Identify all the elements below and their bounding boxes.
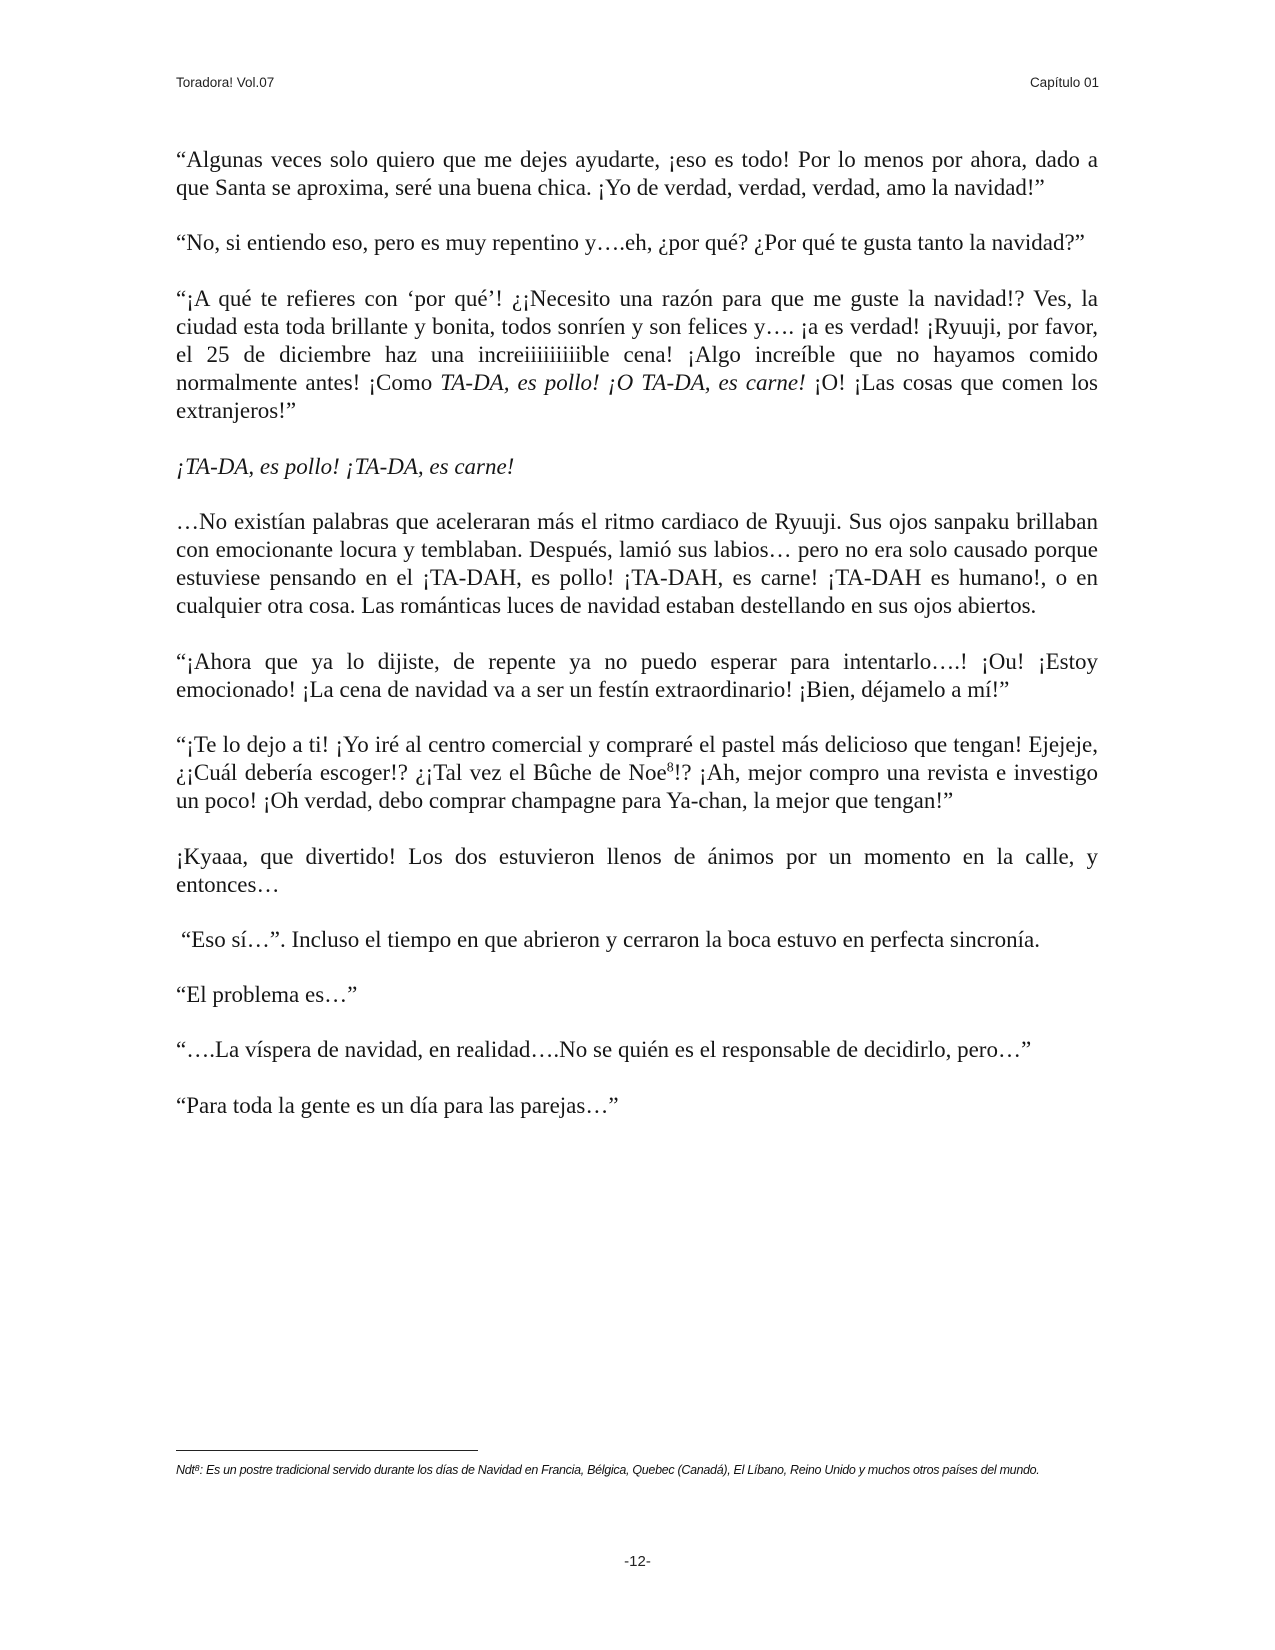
paragraph-11: “….La víspera de navidad, en realidad….No se quién es el responsable de decidirlo, pero…” — [176, 1037, 1032, 1063]
footnote: Ndt⁸: Es un postre tradicional servido durante los días de Navidad en Francia, Bélgica, Quebec (Canadá), El Líbano, Reino Unido y muchos otros países del mundo. — [176, 1463, 1040, 1477]
paragraph-3-italic: TA-DA, es pollo! ¡O TA-DA, es carne! — [440, 370, 806, 396]
footnote-reference: 8 — [666, 760, 674, 776]
paragraph-7-part-b: !? ¡Ah, mejor compro una revista e investigo un poco! ¡Oh verdad, debo comprar champagne para Ya-chan, la mejor que tengan!” — [176, 760, 1098, 814]
body-text — [176, 146, 1098, 1147]
page-number: -12- — [624, 1553, 651, 1570]
paragraph-3-part-a: “¡A qué te refieres con ‘por qué’! ¿¡Necesito una razón para que me guste la navidad!? Ves, la ciudad esta toda brillante y bonita, todos sonríen y son felices y…. ¡a es verdad! ¡Ryuuji, por favor, el 25 de diciembre haz una increiiiiiiiiible cena! ¡Algo increíble que no hayamos comido normalmente antes! ¡Como — [176, 285, 1098, 396]
footnote-separator — [176, 1450, 478, 1451]
paragraph-12: “Para toda la gente es un día para las parejas…” — [176, 1092, 619, 1118]
paragraph-6: “¡Ahora que ya lo dijiste, de repente ya no puedo esperar para intentarlo….! ¡Ou! ¡Estoy emocionado! ¡La cena de navidad va a ser un festín extraordinario! ¡Bien, déjamelo a mí!” — [176, 648, 1098, 702]
paragraph-7 — [176, 731, 1098, 816]
header-book-title: Toradora! Vol.07 — [176, 75, 275, 90]
header-chapter: Capítulo 01 — [1029, 75, 1099, 90]
paragraph-1: “Algunas veces solo quiero que me dejes ayudarte, ¡eso es todo! Por lo menos por ahora, dado a que Santa se aproxima, seré una buena chica. ¡Yo de verdad, verdad, verdad, amo la navidad!” — [176, 147, 1098, 201]
paragraph-9: “Eso sí…”. Incluso el tiempo en que abrieron y cerraron la boca estuvo en perfecta sincronía. — [181, 927, 1040, 953]
paragraph-3-part-c: ¡O! ¡Las cosas que comen los extranjeros!” — [176, 370, 1098, 424]
paragraph-4-italic — [176, 453, 1098, 481]
paragraph-3 — [176, 285, 1098, 426]
paragraph-10: “El problema es…” — [176, 982, 358, 1008]
paragraph-2: “No, si entiendo eso, pero es muy repentino y….eh, ¿por qué? ¿Por qué te gusta tanto la navidad?” — [176, 230, 1085, 256]
paragraph-5: …No existían palabras que aceleraran más el ritmo cardiaco de Ryuuji. Sus ojos sanpaku brillaban con emocionante locura y temblaban. Después, lamió sus labios… pero no era solo causado porque estuviese pensando en el ¡TA-DAH, es pollo! ¡TA-DAH, es carne! ¡TA-DAH es humano!, o en cualquier otra cosa. Las románticas luces de navidad estaban destellando en sus ojos abiertos. — [176, 508, 1098, 619]
paragraph-8: ¡Kyaaa, que divertido! Los dos estuvieron llenos de ánimos por un momento en la calle, y entonces… — [176, 843, 1098, 897]
paragraph-7-part-a: “¡Te lo dejo a ti! ¡Yo iré al centro comercial y compraré el pastel más delicioso que tengan! Ejejeje, ¿¡Cuál debería escoger!? ¿¡Tal vez el Bûche de Noe — [176, 732, 1098, 786]
paragraph-4-text: ¡TA-DA, es pollo! ¡TA-DA, es carne! — [176, 453, 515, 479]
